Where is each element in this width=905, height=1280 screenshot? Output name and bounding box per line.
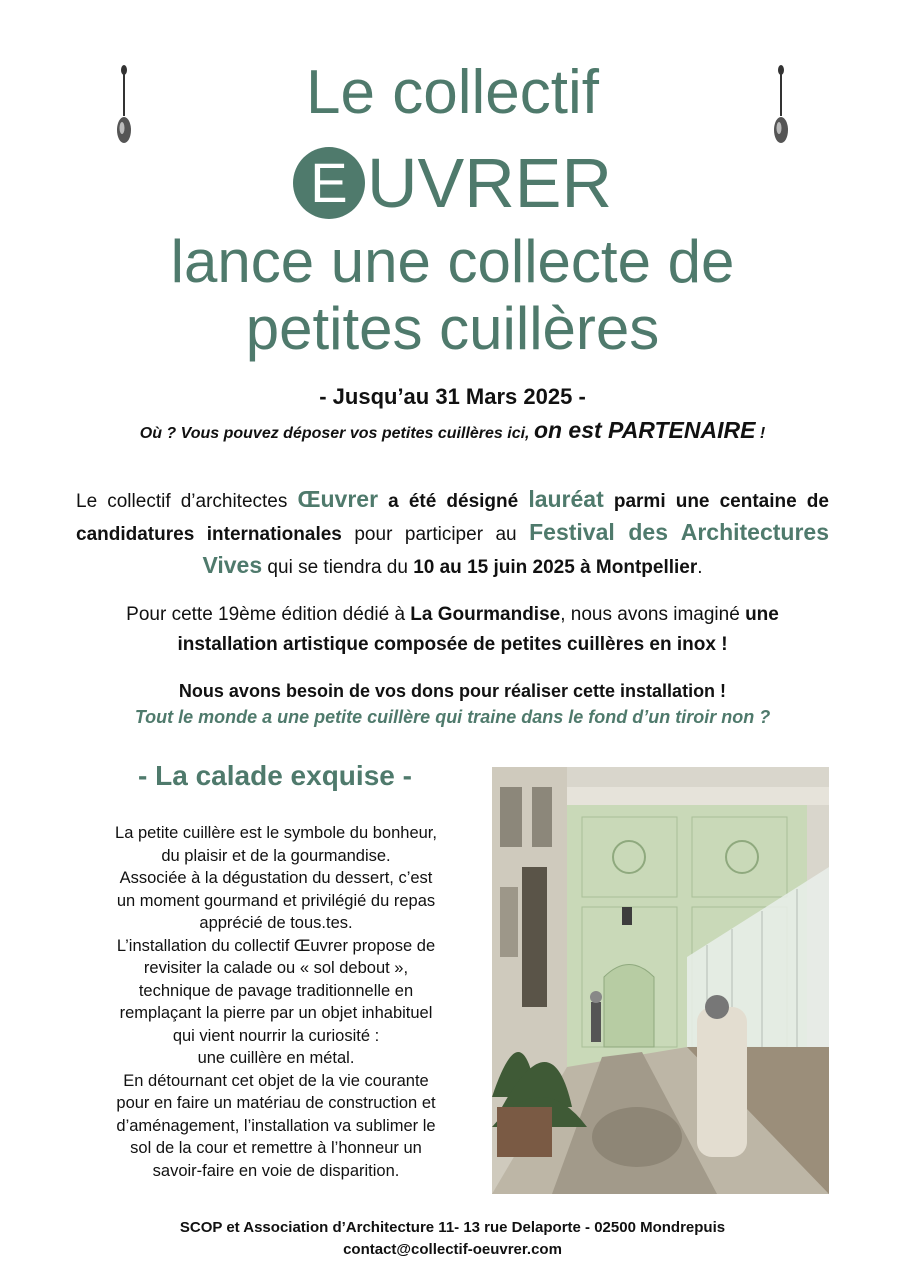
footer-address: SCOP et Association d’Architecture 11- 13 rue Delaporte - 02500 Mondrepuis [179,1219,726,1236]
donation-call [0,678,905,730]
intro-paragraph: Le collectif d’architectes Œuvrer a été désigné lauréat parmi une centaine de candidatures internationales pour participer au Festival des Architectures Vives qui se tiendra du 10 au 15 juin 2025 à Montpellier. [76,486,829,578]
title-line-4: petites cuillères [245,295,660,362]
partner-label: on est PARTENAIRE [533,417,756,443]
deadline: - Jusqu’au 31 Mars 2025 - [319,384,586,409]
drop-off-info: Où ? Vous pouvez déposer vos petites cuillères ici, on est PARTENAIRE ! [139,417,766,443]
calade-description: La petite cuillère est le symbole du bonheur, du plaisir et de la gourmandise. Associée à la dégustation du dessert, c’est un moment gourmand et privilégié du repas apprécié de tous.tes. L’installation du collectif Œuvrer propose de revisiter la calade ou « sol debout », technique de pavage traditionnelle en remplaçant la pierre par un objet inhabituel qui vient nourrir la curiosité : une cuillère en métal. En détournant cet objet de la vie courante pour en faire un matériau de construction et d’aménagement, l’installation va sublimer le sol de la cour et remettre à l’honneur un savoir-faire en voie de disparition. [115,824,437,1180]
title-line-3: lance une collecte de [170,228,735,295]
edition-paragraph: Pour cette 19ème édition dédié à La Gourmandise, nous avons imaginé une installation artistique composée de petites cuillères en inox ! [126,604,779,655]
logo-text: UVRER [366,144,613,222]
logo-oeuvrer [0,145,905,221]
section-title: - La calade exquise - [138,760,412,791]
donation-line-1: Nous avons besoin de vos dons pour réaliser cette installation ! [178,681,727,701]
title-line-1: Le collectif [306,58,599,127]
logo-badge: E [293,147,365,219]
donation-line-2: Tout le monde a une petite cuillère qui traine dans le fond d’un tiroir non ? [134,707,771,727]
courtyard-image [492,767,829,1194]
footer-email[interactable]: contact@collectif-oeuvrer.com [343,1241,562,1258]
